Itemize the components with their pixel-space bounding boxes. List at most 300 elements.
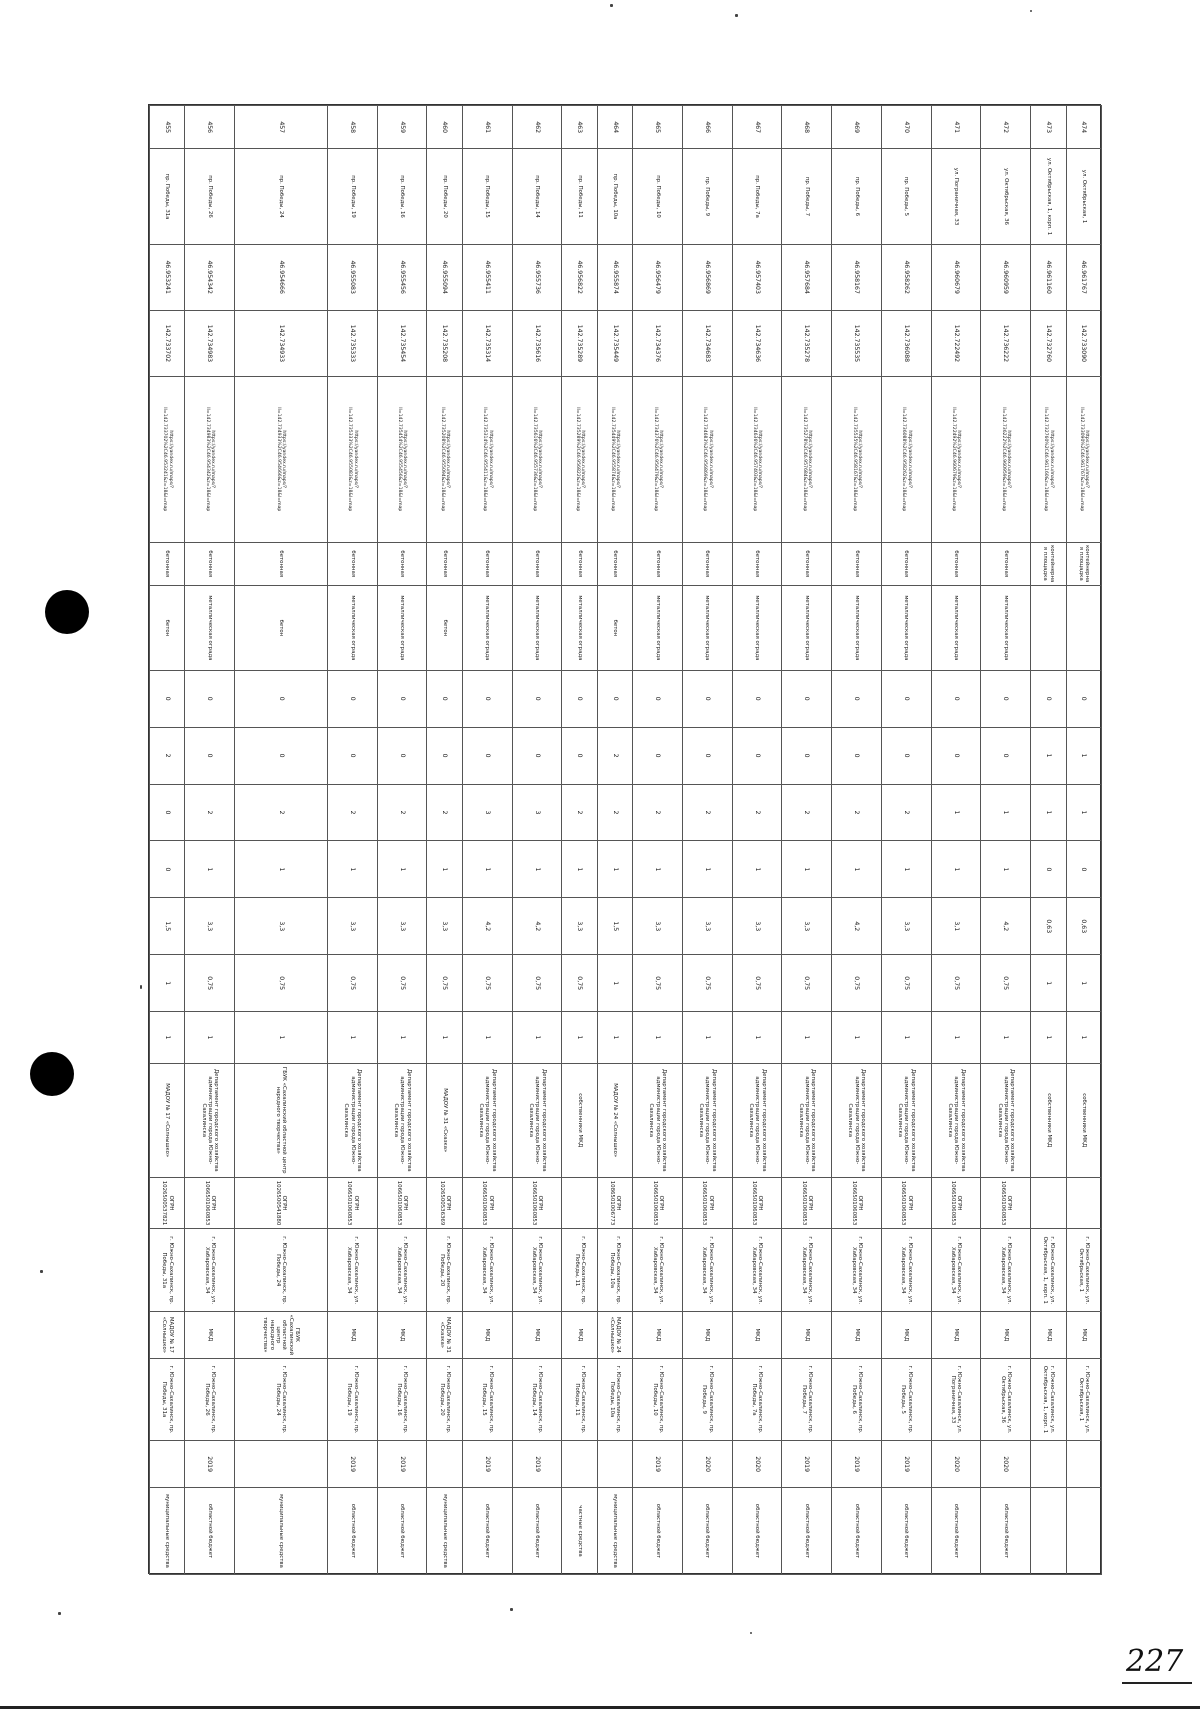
cell-funding: областной бюджет bbox=[931, 1487, 981, 1574]
cell-owner-addr: г. Южно-Сахалинск, ул. Хабаровская, 34 bbox=[782, 1229, 832, 1312]
cell-reg-long: 142.734933 bbox=[235, 310, 328, 376]
cell-org: МАДОУ № 31 «Сказка» bbox=[427, 1312, 462, 1359]
cell-owner-addr: г. Южно-Сахалинск, пр. Победы, 24 bbox=[235, 1229, 328, 1312]
cell-cover bbox=[1066, 585, 1101, 670]
cell-cover: бетон bbox=[427, 585, 462, 670]
cell-vol: 0,75 bbox=[931, 955, 981, 1012]
cell-c3: 2 bbox=[327, 784, 377, 841]
cell-reg: 46.953241 bbox=[150, 244, 185, 310]
scan-speck bbox=[1030, 10, 1032, 12]
cell-area: 3,3 bbox=[185, 898, 235, 955]
table-row bbox=[1031, 106, 1066, 1575]
cell-num: 456 bbox=[185, 106, 235, 149]
cell-num: 455 bbox=[150, 106, 185, 149]
cell-org: ГБУК «Сахалинский областной центр народного творчества» bbox=[235, 1312, 328, 1359]
cell-cover: металлическая ограда bbox=[377, 585, 427, 670]
cell-c2: 0 bbox=[782, 727, 832, 784]
cell-c2: 1 bbox=[1066, 727, 1101, 784]
scan-speck bbox=[140, 985, 142, 989]
cell-owner-addr: г. Южно-Сахалинск, ул. Хабаровская, 34 bbox=[185, 1229, 235, 1312]
cell-ogrn: ОГРН 1066501060853 bbox=[377, 1177, 427, 1229]
cell-c5: 1 bbox=[1031, 1012, 1066, 1064]
cell-area: 0,63 bbox=[1066, 898, 1101, 955]
cell-c2: 1 bbox=[1031, 727, 1066, 784]
table-row bbox=[1066, 106, 1101, 1575]
cell-type: бетонная bbox=[597, 542, 632, 585]
scan-speck bbox=[735, 14, 738, 17]
cell-c5: 1 bbox=[150, 1012, 185, 1064]
cell-org: МКД bbox=[732, 1312, 782, 1359]
cell-c1: 0 bbox=[512, 670, 562, 727]
cell-c3: 2 bbox=[633, 784, 683, 841]
cell-owner: Департамент городского хозяйства администрации города Южно-Сахалинска bbox=[832, 1063, 882, 1177]
cell-c1: 0 bbox=[981, 670, 1031, 727]
cell-owner-addr: г. Южно-Сахалинск, пр. Победы, 10а bbox=[597, 1229, 632, 1312]
cell-year: 2019 bbox=[185, 1441, 235, 1488]
cell-owner-addr: г. Южно-Сахалинск, ул. Хабаровская, 34 bbox=[732, 1229, 782, 1312]
cell-type: контейнерная площадка bbox=[1066, 542, 1101, 585]
cell-address: ул. Октябрьская, 1, корп. 1 bbox=[1031, 149, 1066, 244]
cell-cover: металлическая ограда bbox=[185, 585, 235, 670]
cell-num: 470 bbox=[881, 106, 931, 149]
cell-vol: 0,75 bbox=[235, 955, 328, 1012]
cell-address: пр. Победы, 7а bbox=[732, 149, 782, 244]
cell-num: 474 bbox=[1066, 106, 1101, 149]
cell-c3: 2 bbox=[881, 784, 931, 841]
cell-cover: бетон bbox=[597, 585, 632, 670]
cell-year: 2019 bbox=[782, 1441, 832, 1488]
cell-source-addr: г. Южно-Сахалинск, пр. Победы, 31а bbox=[150, 1358, 185, 1441]
cell-num: 463 bbox=[562, 106, 597, 149]
cell-c1: 0 bbox=[732, 670, 782, 727]
cell-c2: 0 bbox=[682, 727, 732, 784]
cell-link: https://yandex.ru/maps/?ll=142.736222%2C46.960959&z=18&l=map bbox=[981, 377, 1031, 543]
cell-c1: 0 bbox=[327, 670, 377, 727]
cell-owner-addr: г. Южно-Сахалинск, ул. Октябрьская, 1 bbox=[1066, 1229, 1101, 1312]
cell-cover: металлическая ограда bbox=[633, 585, 683, 670]
cell-address: пр. Победы, 5 bbox=[881, 149, 931, 244]
cell-funding bbox=[1066, 1487, 1101, 1574]
cell-funding: областной бюджет bbox=[327, 1487, 377, 1574]
cell-c1: 0 bbox=[462, 670, 512, 727]
cell-c2: 0 bbox=[185, 727, 235, 784]
cell-c1: 0 bbox=[633, 670, 683, 727]
cell-c2: 0 bbox=[235, 727, 328, 784]
cell-address: пр. Победы, 6 bbox=[832, 149, 882, 244]
table-row bbox=[462, 106, 512, 1575]
cell-vol: 0,75 bbox=[562, 955, 597, 1012]
cell-area: 4,2 bbox=[462, 898, 512, 955]
cell-area: 1,5 bbox=[597, 898, 632, 955]
cell-cover: металлическая ограда bbox=[881, 585, 931, 670]
cell-funding: областной бюджет bbox=[732, 1487, 782, 1574]
scan-speck bbox=[750, 1632, 752, 1634]
cell-c3: 1 bbox=[931, 784, 981, 841]
cell-type: бетонная bbox=[377, 542, 427, 585]
cell-area: 3,3 bbox=[782, 898, 832, 955]
cell-c2: 0 bbox=[931, 727, 981, 784]
cell-org: МКД bbox=[881, 1312, 931, 1359]
cell-year bbox=[1031, 1441, 1066, 1488]
cell-reg: 46.960959 bbox=[981, 244, 1031, 310]
cell-year: 2020 bbox=[931, 1441, 981, 1488]
cell-link: https://yandex.ru/maps/?ll=142.733702%2C46.953241&z=18&l=map bbox=[150, 377, 185, 543]
cell-c4: 1 bbox=[682, 841, 732, 898]
cell-c1: 0 bbox=[150, 670, 185, 727]
cell-c5: 1 bbox=[931, 1012, 981, 1064]
cell-num: 472 bbox=[981, 106, 1031, 149]
cell-reg: 46.961767 bbox=[1066, 244, 1101, 310]
cell-num: 469 bbox=[832, 106, 882, 149]
cell-owner: МАДОУ № 31 «Сказка» bbox=[427, 1063, 462, 1177]
cell-ogrn: ОГРН 1066501060853 bbox=[881, 1177, 931, 1229]
cell-year: 2019 bbox=[881, 1441, 931, 1488]
cell-c5: 1 bbox=[597, 1012, 632, 1064]
cell-area: 3,3 bbox=[235, 898, 328, 955]
cell-owner: Департамент городского хозяйства администрации города Южно-Сахалинска bbox=[185, 1063, 235, 1177]
cell-link: https://yandex.ru/maps/?ll=142.735333%2C46.955083&z=18&l=map bbox=[327, 377, 377, 543]
cell-c2: 0 bbox=[832, 727, 882, 784]
cell-owner: Департамент городского хозяйства администрации города Южно-Сахалинска bbox=[327, 1063, 377, 1177]
cell-reg: 46.961160 bbox=[1031, 244, 1066, 310]
cell-cover bbox=[1031, 585, 1066, 670]
cell-c4: 1 bbox=[427, 841, 462, 898]
cell-c3: 2 bbox=[782, 784, 832, 841]
cell-c2: 0 bbox=[512, 727, 562, 784]
cell-c1: 0 bbox=[931, 670, 981, 727]
cell-org: МКД bbox=[682, 1312, 732, 1359]
cell-year bbox=[150, 1441, 185, 1488]
cell-c2: 0 bbox=[327, 727, 377, 784]
cell-c2: 0 bbox=[377, 727, 427, 784]
cell-num: 462 bbox=[512, 106, 562, 149]
cell-address: пр. Победы, 10 bbox=[633, 149, 683, 244]
cell-reg-long: 142.733702 bbox=[150, 310, 185, 376]
table-row bbox=[732, 106, 782, 1575]
cell-c4: 0 bbox=[1031, 841, 1066, 898]
cell-address: пр. Победы, 26 bbox=[185, 149, 235, 244]
cell-owner: Департамент городского хозяйства администрации города Южно-Сахалинска bbox=[633, 1063, 683, 1177]
cell-c3: 1 bbox=[1031, 784, 1066, 841]
cell-c3: 2 bbox=[682, 784, 732, 841]
cell-owner-addr: г. Южно-Сахалинск, ул. Хабаровская, 34 bbox=[832, 1229, 882, 1312]
cell-c4: 1 bbox=[562, 841, 597, 898]
cell-reg-long: 142.735449 bbox=[597, 310, 632, 376]
cell-source-addr: г. Южно-Сахалинск, пр. Победы, 7а bbox=[732, 1358, 782, 1441]
cell-c5: 1 bbox=[782, 1012, 832, 1064]
cell-c4: 1 bbox=[782, 841, 832, 898]
cell-cover: металлическая ограда bbox=[832, 585, 882, 670]
cell-source-addr: г. Южно-Сахалинск, пр. Победы, 7 bbox=[782, 1358, 832, 1441]
cell-c3: 2 bbox=[562, 784, 597, 841]
cell-ogrn: ОГРН 1066501060853 bbox=[832, 1177, 882, 1229]
cell-c3: 0 bbox=[150, 784, 185, 841]
cell-year bbox=[597, 1441, 632, 1488]
cell-area: 3,3 bbox=[327, 898, 377, 955]
cell-funding bbox=[1031, 1487, 1066, 1574]
cell-owner-addr: г. Южно-Сахалинск, ул. Хабаровская, 34 bbox=[633, 1229, 683, 1312]
punch-hole-top bbox=[45, 590, 89, 634]
cell-owner-addr: г. Южно-Сахалинск, пр. Победы, 11 bbox=[562, 1229, 597, 1312]
cell-ogrn: ОГРН 1026500536369 bbox=[427, 1177, 462, 1229]
cell-funding: областной бюджет bbox=[512, 1487, 562, 1574]
cell-vol: 0,75 bbox=[377, 955, 427, 1012]
cell-c3: 2 bbox=[235, 784, 328, 841]
cell-link: https://yandex.ru/maps/?ll=142.735278%2C46.957684&z=18&l=map bbox=[782, 377, 832, 543]
cell-reg: 46.957684 bbox=[782, 244, 832, 310]
cell-c1: 0 bbox=[597, 670, 632, 727]
table-row bbox=[377, 106, 427, 1575]
cell-vol: 0,75 bbox=[512, 955, 562, 1012]
cell-c2: 0 bbox=[981, 727, 1031, 784]
cell-funding: областной бюджет bbox=[633, 1487, 683, 1574]
cell-source-addr: г. Южно-Сахалинск, пр. Победы, 24 bbox=[235, 1358, 328, 1441]
cell-cover: металлическая ограда bbox=[732, 585, 782, 670]
cell-year: 2019 bbox=[462, 1441, 512, 1488]
cell-link: https://yandex.ru/maps/?ll=142.736088%2C46.958262&z=18&l=map bbox=[881, 377, 931, 543]
cell-vol: 0,75 bbox=[427, 955, 462, 1012]
cell-year bbox=[562, 1441, 597, 1488]
cell-source-addr: г. Южно-Сахалинск, пр. Победы, 5 bbox=[881, 1358, 931, 1441]
cell-c5: 1 bbox=[1066, 1012, 1101, 1064]
cell-c1: 0 bbox=[782, 670, 832, 727]
cell-area: 3,3 bbox=[427, 898, 462, 955]
cell-c5: 1 bbox=[512, 1012, 562, 1064]
cell-c5: 1 bbox=[633, 1012, 683, 1064]
cell-ogrn: ОГРН 1066501060853 bbox=[327, 1177, 377, 1229]
cell-c5: 1 bbox=[881, 1012, 931, 1064]
cell-funding: областной бюджет bbox=[832, 1487, 882, 1574]
cell-c5: 1 bbox=[981, 1012, 1031, 1064]
cell-c4: 1 bbox=[931, 841, 981, 898]
cell-org: МКД bbox=[782, 1312, 832, 1359]
cell-c5: 1 bbox=[327, 1012, 377, 1064]
cell-owner: МАДОУ № 24 «Солнышко» bbox=[597, 1063, 632, 1177]
cell-reg: 46.954342 bbox=[185, 244, 235, 310]
cell-num: 473 bbox=[1031, 106, 1066, 149]
table-row bbox=[512, 106, 562, 1575]
cell-type: бетонная bbox=[562, 542, 597, 585]
cell-type: бетонная bbox=[150, 542, 185, 585]
cell-reg: 46.955736 bbox=[512, 244, 562, 310]
cell-c3: 2 bbox=[427, 784, 462, 841]
cell-c4: 1 bbox=[327, 841, 377, 898]
cell-c4: 1 bbox=[377, 841, 427, 898]
cell-c4: 1 bbox=[235, 841, 328, 898]
cell-funding: муниципальные средства bbox=[597, 1487, 632, 1574]
cell-area: 1,5 bbox=[150, 898, 185, 955]
cell-c5: 1 bbox=[377, 1012, 427, 1064]
cell-vol: 0,75 bbox=[633, 955, 683, 1012]
page-number: 227 bbox=[1126, 1644, 1184, 1679]
cell-vol: 0,75 bbox=[185, 955, 235, 1012]
table-row bbox=[881, 106, 931, 1575]
cell-c2: 2 bbox=[150, 727, 185, 784]
bottom-edge-line bbox=[0, 1706, 1200, 1709]
cell-vol: 1 bbox=[1066, 955, 1101, 1012]
cell-c2: 0 bbox=[633, 727, 683, 784]
scan-speck bbox=[510, 1608, 513, 1611]
cell-c2: 0 bbox=[462, 727, 512, 784]
cell-reg-long: 142.735208 bbox=[427, 310, 462, 376]
cell-year: 2020 bbox=[732, 1441, 782, 1488]
cell-owner-addr: г. Южно-Сахалинск, пр. Победы, 20 bbox=[427, 1229, 462, 1312]
punch-hole-bottom bbox=[30, 1052, 74, 1096]
cell-type: бетонная bbox=[732, 542, 782, 585]
cell-owner-addr: г. Южно-Сахалинск, ул. Хабаровская, 34 bbox=[377, 1229, 427, 1312]
cell-org: МКД bbox=[633, 1312, 683, 1359]
cell-cover: металлическая ограда bbox=[782, 585, 832, 670]
registry-sheet-rotated bbox=[149, 105, 1102, 1575]
cell-c1: 0 bbox=[235, 670, 328, 727]
cell-type: бетонная bbox=[327, 542, 377, 585]
cell-org: МКД bbox=[562, 1312, 597, 1359]
cell-link: https://yandex.ru/maps/?ll=142.734933%2C46.954666&z=18&l=map bbox=[235, 377, 328, 543]
cell-owner-addr: г. Южно-Сахалинск, ул. Хабаровская, 34 bbox=[881, 1229, 931, 1312]
cell-vol: 0,75 bbox=[682, 955, 732, 1012]
cell-funding: областной бюджет bbox=[377, 1487, 427, 1574]
cell-link: https://yandex.ru/maps/?ll=142.734983%2C46.954342&z=18&l=map bbox=[185, 377, 235, 543]
cell-org: МАДОУ № 17 «Солнышко» bbox=[150, 1312, 185, 1359]
cell-link: https://yandex.ru/maps/?ll=142.735616%2C46.955736&z=18&l=map bbox=[512, 377, 562, 543]
cell-c5: 1 bbox=[832, 1012, 882, 1064]
cell-reg-long: 142.734636 bbox=[732, 310, 782, 376]
cell-link: https://yandex.ru/maps/?ll=142.735535%2C46.958167&z=18&l=map bbox=[832, 377, 882, 543]
cell-ogrn: ОГРН 1066501060853 bbox=[981, 1177, 1031, 1229]
cell-source-addr: г. Южно-Сахалинск, ул. Октябрьская, 1 bbox=[1066, 1358, 1101, 1441]
page-number-underline bbox=[1122, 1682, 1192, 1684]
cell-reg: 46.955411 bbox=[462, 244, 512, 310]
cell-source-addr: г. Южно-Сахалинск, пр. Победы, 9 bbox=[682, 1358, 732, 1441]
cell-source-addr: г. Южно-Сахалинск, ул. Октябрьская, 1, корп. 1 bbox=[1031, 1358, 1066, 1441]
cell-type: бетонная bbox=[981, 542, 1031, 585]
cell-c4: 0 bbox=[150, 841, 185, 898]
cell-org: МКД bbox=[185, 1312, 235, 1359]
scan-speck bbox=[40, 1270, 43, 1273]
cell-owner-addr: г. Южно-Сахалинск, ул. Хабаровская, 34 bbox=[327, 1229, 377, 1312]
cell-funding: областной бюджет bbox=[881, 1487, 931, 1574]
cell-type: бетонная bbox=[512, 542, 562, 585]
cell-ogrn: ОГРН 1066501060853 bbox=[633, 1177, 683, 1229]
cell-c3: 2 bbox=[732, 784, 782, 841]
table-row bbox=[150, 106, 185, 1575]
table-row bbox=[562, 106, 597, 1575]
cell-c2: 2 bbox=[597, 727, 632, 784]
registry-table bbox=[149, 105, 1102, 1575]
cell-owner: собственники МКД bbox=[1066, 1063, 1101, 1177]
cell-reg: 46.955094 bbox=[427, 244, 462, 310]
cell-c1: 0 bbox=[1031, 670, 1066, 727]
cell-c5: 1 bbox=[462, 1012, 512, 1064]
cell-vol: 1 bbox=[1031, 955, 1066, 1012]
cell-owner: Департамент городского хозяйства администрации города Южно-Сахалинска bbox=[981, 1063, 1031, 1177]
cell-owner: Департамент городского хозяйства администрации города Южно-Сахалинска bbox=[931, 1063, 981, 1177]
cell-address: пр. Победы, 24 bbox=[235, 149, 328, 244]
cell-funding: областной бюджет bbox=[185, 1487, 235, 1574]
cell-owner-addr: г. Южно-Сахалинск, ул. Хабаровская, 34 bbox=[981, 1229, 1031, 1312]
cell-area: 3,3 bbox=[562, 898, 597, 955]
cell-vol: 0,75 bbox=[832, 955, 882, 1012]
cell-address: пр. Победы, 31а bbox=[150, 149, 185, 244]
cell-reg: 46.955083 bbox=[327, 244, 377, 310]
cell-c5: 1 bbox=[185, 1012, 235, 1064]
cell-vol: 0,75 bbox=[881, 955, 931, 1012]
cell-area: 3,3 bbox=[633, 898, 683, 955]
cell-c2: 0 bbox=[732, 727, 782, 784]
cell-owner: собственники МКД bbox=[562, 1063, 597, 1177]
cell-c5: 1 bbox=[732, 1012, 782, 1064]
cell-c3: 3 bbox=[512, 784, 562, 841]
cell-link: https://yandex.ru/maps/?ll=142.735208%2C46.955094&z=18&l=map bbox=[427, 377, 462, 543]
cell-type: бетонная bbox=[185, 542, 235, 585]
cell-c3: 1 bbox=[981, 784, 1031, 841]
cell-c5: 1 bbox=[235, 1012, 328, 1064]
cell-c1: 0 bbox=[682, 670, 732, 727]
cell-cover: бетон bbox=[150, 585, 185, 670]
cell-link: https://yandex.ru/maps/?ll=142.735449%2C46.955874&z=18&l=map bbox=[597, 377, 632, 543]
cell-org: МКД bbox=[512, 1312, 562, 1359]
cell-reg: 46.955874 bbox=[597, 244, 632, 310]
cell-cover: металлическая ограда bbox=[512, 585, 562, 670]
cell-org: МКД bbox=[981, 1312, 1031, 1359]
cell-source-addr: г. Южно-Сахалинск, пр. Победы, 15 bbox=[462, 1358, 512, 1441]
cell-type: бетонная bbox=[427, 542, 462, 585]
cell-owner: МАДОУ № 17 «Солнышко» bbox=[150, 1063, 185, 1177]
cell-funding: частные средства bbox=[562, 1487, 597, 1574]
cell-c4: 1 bbox=[185, 841, 235, 898]
cell-ogrn: ОГРН 1066501060853 bbox=[512, 1177, 562, 1229]
cell-address: ул. Пограничная, 33 bbox=[931, 149, 981, 244]
cell-c4: 1 bbox=[732, 841, 782, 898]
cell-cover: металлическая ограда bbox=[931, 585, 981, 670]
cell-c4: 1 bbox=[881, 841, 931, 898]
cell-ogrn: ОГРН 1086501006773 bbox=[597, 1177, 632, 1229]
table-row bbox=[633, 106, 683, 1575]
cell-c3: 2 bbox=[597, 784, 632, 841]
cell-reg-long: 142.735333 bbox=[327, 310, 377, 376]
cell-ogrn: ОГРН 1066501060853 bbox=[185, 1177, 235, 1229]
cell-reg-long: 142.736088 bbox=[881, 310, 931, 376]
cell-address: ул. Октябрьская, 36 bbox=[981, 149, 1031, 244]
cell-reg: 46.956822 bbox=[562, 244, 597, 310]
cell-ogrn: ОГРН 1066501060853 bbox=[462, 1177, 512, 1229]
cell-c3: 2 bbox=[377, 784, 427, 841]
cell-org: МКД bbox=[377, 1312, 427, 1359]
cell-reg: 46.956869 bbox=[682, 244, 732, 310]
cell-source-addr: г. Южно-Сахалинск, пр. Победы, 10а bbox=[597, 1358, 632, 1441]
cell-ogrn: ОГРН 1026500541880 bbox=[235, 1177, 328, 1229]
cell-address: пр. Победы, 19 bbox=[327, 149, 377, 244]
cell-year: 2019 bbox=[377, 1441, 427, 1488]
cell-vol: 1 bbox=[597, 955, 632, 1012]
scan-speck bbox=[610, 4, 613, 7]
cell-year: 2020 bbox=[981, 1441, 1031, 1488]
table-row bbox=[832, 106, 882, 1575]
cell-c4: 1 bbox=[597, 841, 632, 898]
cell-vol: 0,75 bbox=[782, 955, 832, 1012]
cell-funding: областной бюджет bbox=[981, 1487, 1031, 1574]
cell-reg-long: 142.736222 bbox=[981, 310, 1031, 376]
cell-ogrn: ОГРН 1066501060853 bbox=[782, 1177, 832, 1229]
cell-area: 4,2 bbox=[981, 898, 1031, 955]
cell-num: 465 bbox=[633, 106, 683, 149]
cell-owner: Департамент городского хозяйства администрации города Южно-Сахалинска bbox=[732, 1063, 782, 1177]
cell-owner: ГБУК «Сахалинский областной центр народного творчества» bbox=[235, 1063, 328, 1177]
cell-source-addr: г. Южно-Сахалинск, пр. Победы, 19 bbox=[327, 1358, 377, 1441]
cell-cover: металлическая ограда bbox=[562, 585, 597, 670]
cell-funding: областной бюджет bbox=[462, 1487, 512, 1574]
cell-type: бетонная bbox=[832, 542, 882, 585]
